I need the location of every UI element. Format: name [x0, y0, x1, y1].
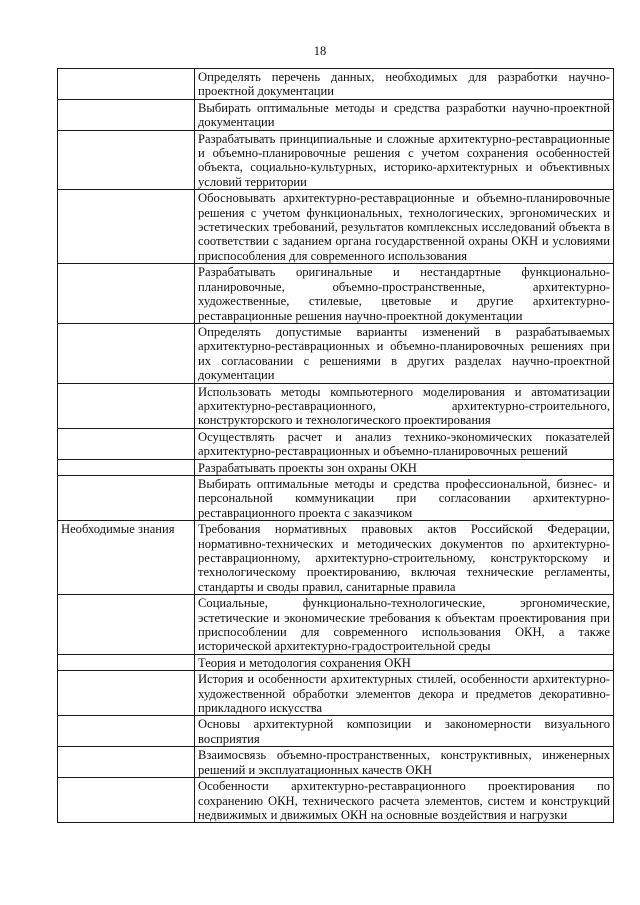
table-body: [58, 69, 614, 823]
requirement-text: Определять перечень данных, необходимых для разработки научно-проектной документации: [195, 69, 614, 100]
section-label-empty: [58, 716, 195, 747]
requirement-text: Определять допустимые варианты изменений в разрабатываемых архитектурно-реставрационных и объемно-планировочных решениях при их согласовании с решениями в других разделах научно-проектной документации: [195, 323, 614, 383]
section-label-empty: [58, 383, 195, 428]
table-row: [58, 264, 614, 324]
section-label-empty: [58, 747, 195, 778]
table-row: [58, 716, 614, 747]
section-label-empty: [58, 99, 195, 130]
requirement-text: Разрабатывать проекты зон охраны ОКН: [195, 459, 614, 475]
requirement-text: Особенности архитектурно-реставрационного проектирования по сохранению ОКН, технического расчета элементов, систем и конструкций недвижимых и движимых ОКН на основные воздействия и нагрузки: [195, 778, 614, 823]
table-row: [58, 747, 614, 778]
table-row: [58, 671, 614, 716]
section-label-empty: [58, 264, 195, 324]
requirement-text: Обосновывать архитектурно-реставрационные и объемно-планировочные решения с учетом функциональных, технологических, эргономических и эстетических требований, результатов комплексных исследований объекта в соответствии с заданием органа государственной охраны ОКН и условиями приспособления для современного использования: [195, 190, 614, 264]
requirement-text: Разрабатывать принципиальные и сложные архитектурно-реставрационные и объемно-планировочные решения с учетом сохранения особенностей объекта, социально-культурных, историко-архитектурных и объективных условий территории: [195, 130, 614, 190]
requirement-text: Выбирать оптимальные методы и средства профессиональной, бизнес- и персональной коммуникации при согласовании архитектурно-реставрационного проекта с заказчиком: [195, 475, 614, 520]
section-label-empty: [58, 190, 195, 264]
table-row: [58, 475, 614, 520]
requirement-text: Основы архитектурной композиции и закономерности визуального восприятия: [195, 716, 614, 747]
requirement-text: Требования нормативных правовых актов Российской Федерации, нормативно-технических и методических документов по архитектурно-реставрационному, архитектурно-строительному, конструкторскому и технологическому проектированию, включая технические регламенты, стандарты и своды правил, санитарные правила: [195, 521, 614, 595]
requirement-text: Разрабатывать оригинальные и нестандартные функционально-планировочные, объемно-пространственные, архитектурно-художественные, стилевые, цветовые и другие архитектурно-реставрационные решения научно-проектной документации: [195, 264, 614, 324]
section-label-empty: [58, 130, 195, 190]
table-row: [58, 69, 614, 100]
section-label: Необходимые знания: [58, 521, 195, 595]
requirement-text: Теория и методология сохранения ОКН: [195, 654, 614, 670]
table-row: [58, 323, 614, 383]
page-number: 18: [313, 44, 327, 58]
requirement-text: Использовать методы компьютерного моделирования и автоматизации архитектурно-реставрационного, архитектурно-строительного, конструкторского и технологического проектирования: [195, 383, 614, 428]
table-row: [58, 428, 614, 459]
section-label-empty: [58, 671, 195, 716]
section-label-empty: [58, 69, 195, 100]
table-row: [58, 778, 614, 823]
table-row: [58, 459, 614, 475]
table-row: [58, 190, 614, 264]
table-row: [58, 654, 614, 670]
table-row: [58, 521, 614, 595]
table-row: [58, 383, 614, 428]
requirement-text: Взаимосвязь объемно-пространственных, конструктивных, инженерных решений и эксплуатационных качеств ОКН: [195, 747, 614, 778]
section-label-empty: [58, 778, 195, 823]
section-label-empty: [58, 459, 195, 475]
section-label-empty: [58, 323, 195, 383]
requirement-text: Осуществлять расчет и анализ технико-экономических показателей архитектурно-реставрационных и объемно-планировочных решений: [195, 428, 614, 459]
section-label-empty: [58, 595, 195, 655]
section-label-empty: [58, 428, 195, 459]
table-row: [58, 99, 614, 130]
table-row: [58, 130, 614, 190]
requirements-table: [57, 68, 614, 823]
requirement-text: Социальные, функционально-технологические, эргономические, эстетические и экономические требования к объектам проектирования при приспособлении для современного использования ОКН, а также исторической архитектурно-градостроительной среды: [195, 595, 614, 655]
requirement-text: История и особенности архитектурных стилей, особенности архитектурно-художественной обработки элементов декора и предметов декоративно-прикладного искусства: [195, 671, 614, 716]
section-label-empty: [58, 654, 195, 670]
table-row: [58, 595, 614, 655]
requirement-text: Выбирать оптимальные методы и средства разработки научно-проектной документации: [195, 99, 614, 130]
section-label-empty: [58, 475, 195, 520]
